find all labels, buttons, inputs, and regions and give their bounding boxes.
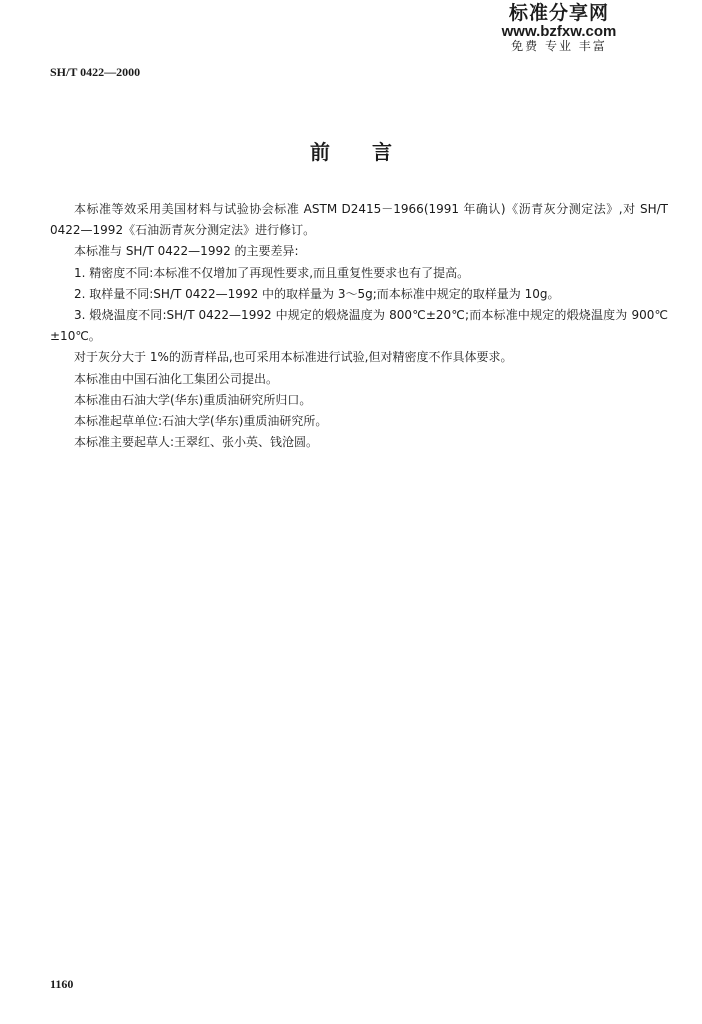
foreword-body [50, 199, 668, 453]
paragraph-administrator: 本标准由石油大学(华东)重质油研究所归口。 [74, 392, 312, 407]
page-title: 前言 [310, 140, 434, 164]
watermark-slogan: 免费 专业 丰富 [511, 38, 607, 53]
paragraph-drafters: 本标准主要起草人:王翠红、张小英、钱沧圆。 [74, 435, 319, 450]
paragraph-difference-precision: 1. 精密度不同:本标准不仅增加了再现性要求,而且重复性要求也有了提高。 [74, 265, 470, 280]
paragraph-high-ash-note: 对于灰分大于 1%的沥青样品,也可采用本标准进行试验,但对精密度不作具体要求。 [74, 350, 513, 365]
standard-code: SH/T 0422—2000 [50, 65, 141, 79]
watermark-url: www.bzfxw.com [501, 22, 617, 40]
paragraph-differences-intro: 本标准与 SH/T 0422—1992 的主要差异: [74, 244, 299, 259]
paragraph-drafting-unit: 本标准起草单位:石油大学(华东)重质油研究所。 [74, 414, 328, 429]
watermark-title: 标准分享网 [508, 2, 609, 24]
paragraph-adoption: 本标准等效采用美国材料与试验协会标准 ASTM D2415－1966(1991 年确认)《沥青灰分测定法》,对 SH/T 0422—1992《石油沥青灰分测定法》进行修订。 [50, 202, 668, 238]
paragraph-proposer: 本标准由中国石油化工集团公司提出。 [74, 371, 279, 386]
paragraph-difference-sample-size: 2. 取样量不同:SH/T 0422—1992 中的取样量为 3～5g;而本标准中规定的取样量为 10g。 [74, 286, 560, 301]
paragraph-difference-temperature: 3. 煅烧温度不同:SH/T 0422—1992 中规定的煅烧温度为 800℃±20℃;而本标准中规定的煅烧温度为 900℃±10℃。 [50, 308, 668, 344]
site-watermark [494, 4, 624, 52]
page-number: 1160 [50, 977, 74, 991]
